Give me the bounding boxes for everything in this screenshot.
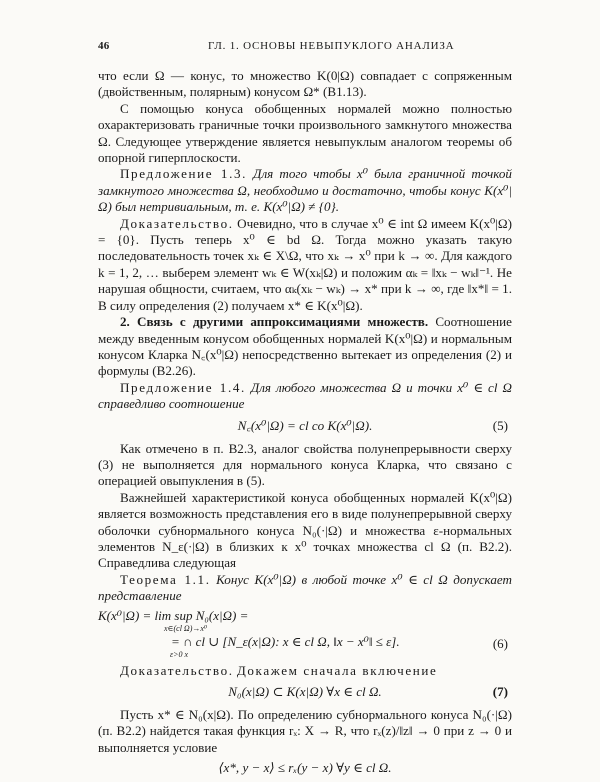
proof-label: Доказательство. <box>120 215 234 231</box>
page-body <box>98 68 512 782</box>
proposition-statement: Для любого множества Ω и точки x⁰ ∈ cl Ω справедливо соотношение <box>98 379 512 412</box>
chapter-title: ГЛ. 1. ОСНОВЫ НЕВЫПУКЛОГО АНАЛИЗА <box>208 40 455 52</box>
equation-unnumbered: ⟨x*, y − x⟩ ≤ rₓ(y − x) ∀y ∈ cl Ω. <box>218 760 392 776</box>
equation-subscript: ε>0 x <box>170 649 189 659</box>
equation-line: = ∩ cl ∪ [N_ε(x|Ω): x ∈ cl Ω, ‖x − x⁰‖ ≤ ε]. <box>171 633 400 649</box>
equation-number: (7) <box>492 684 508 699</box>
page-number: 46 <box>98 40 110 52</box>
equation-6 <box>98 608 512 660</box>
equation-number: (5) <box>492 417 508 433</box>
theorem-1-1 <box>98 572 512 605</box>
equation-expression: N₀(x|Ω) ⊂ K(x|Ω) ∀x ∈ cl Ω. <box>228 684 382 699</box>
proof-label: Доказательство. <box>120 662 234 678</box>
section-heading: 2. Связь с другими аппроксимациями множеств. <box>120 314 429 330</box>
proposition-label: Предложение 1.4. <box>120 379 246 395</box>
proof-1-1 <box>98 663 512 679</box>
equation-expression: N꜀(x⁰|Ω) = cl co K(x⁰|Ω). <box>237 417 373 433</box>
section-text: Соотношение между введенным конусом обобщенных нормалей K(x⁰|Ω) и нормальным конусом Кларка N꜀(x⁰|Ω) непосредственно вытекает из определения (2) и формулы (B2.26). <box>98 314 512 379</box>
equation-line: K(x⁰|Ω) = lim sup N₀(x|Ω) = <box>98 607 249 623</box>
paragraph: Важнейшей характеристикой конуса обобщенных нормалей K(x⁰|Ω) является возможность представления его в виде полунепрерывной сверху оболочки субнормального конуса N₀(·|Ω) и множества ε-нормальных элементов N_ε(·|Ω) в близких к x⁰ точках множества cl Ω (п. B2.2). Справедлива следующая <box>98 489 512 571</box>
proof-text: Докажем сначала включение <box>236 662 438 678</box>
proof-text: Очевидно, что в случае x⁰ ∈ int Ω имеем K(x⁰|Ω) = {0}. Пусть теперь x⁰ ∈ bd Ω. Тогда можно указать такую последовательность точек xₖ ∈ X\Ω, что xₖ → x⁰ при k → ∞. Для каждого k = 1, 2, … выберем элемент wₖ ∈ W(xₖ|Ω) и положим αₖ = ‖xₖ − wₖ‖⁻¹. Не нарушая общности, считаем, что αₖ(xₖ − wₖ) → x* при k → ∞, где ‖x*‖ = 1. В силу определения (2) получаем x* ∈ K(x⁰|Ω). <box>98 215 513 313</box>
theorem-label: Теорема 1.1. <box>120 571 211 587</box>
proposition-label: Предложение 1.3. <box>120 166 247 182</box>
proof-1-3 <box>98 216 512 314</box>
paragraph: С помощью конуса обобщенных нормалей можно полностью охарактеризовать граничные точки произвольного замкнутого множества Ω. Следующее утверждение является невыпуклым аналогом теоремы об опорной гиперплоскости. <box>98 100 512 166</box>
section-2 <box>98 314 512 380</box>
paragraph: что если Ω — конус, то множество K(0|Ω) совпадает с сопряженным (двойственным, полярным) конусом Ω* (B1.13). <box>98 68 512 100</box>
paragraph: Как отмечено в п. B2.3, аналог свойства полунепрерывности сверху (3) не выполняется для нормального конуса Кларка, что связано с операцией овыпукления в (5). <box>98 440 512 489</box>
theorem-statement: Конус K(x⁰|Ω) в любой точке x⁰ ∈ cl Ω допускает представление <box>98 571 513 604</box>
equation-number: (6) <box>492 635 508 651</box>
equation-7 <box>98 684 512 702</box>
paragraph: Пусть x* ∈ N₀(x|Ω). По определению субнормального конуса N₀(·|Ω) (п. B2.2) найдется такая функция rₓ: X → R, что rₓ(z)/‖z‖ → 0 при z → 0 и выполняется условие <box>98 707 512 755</box>
equation-5 <box>98 418 512 436</box>
equation-subscript: x∈(cl Ω)→x⁰ <box>164 623 208 633</box>
proposition-statement: Для того чтобы x⁰ была граничной точкой замкнутого множества Ω, необходимо и достаточно, чтобы конус K(x⁰|Ω) был нетривиальным, т. е. K(x⁰|Ω) ≠ {0}. <box>98 166 512 215</box>
proposition-1-3 <box>98 166 512 215</box>
proposition-1-4 <box>98 380 512 413</box>
